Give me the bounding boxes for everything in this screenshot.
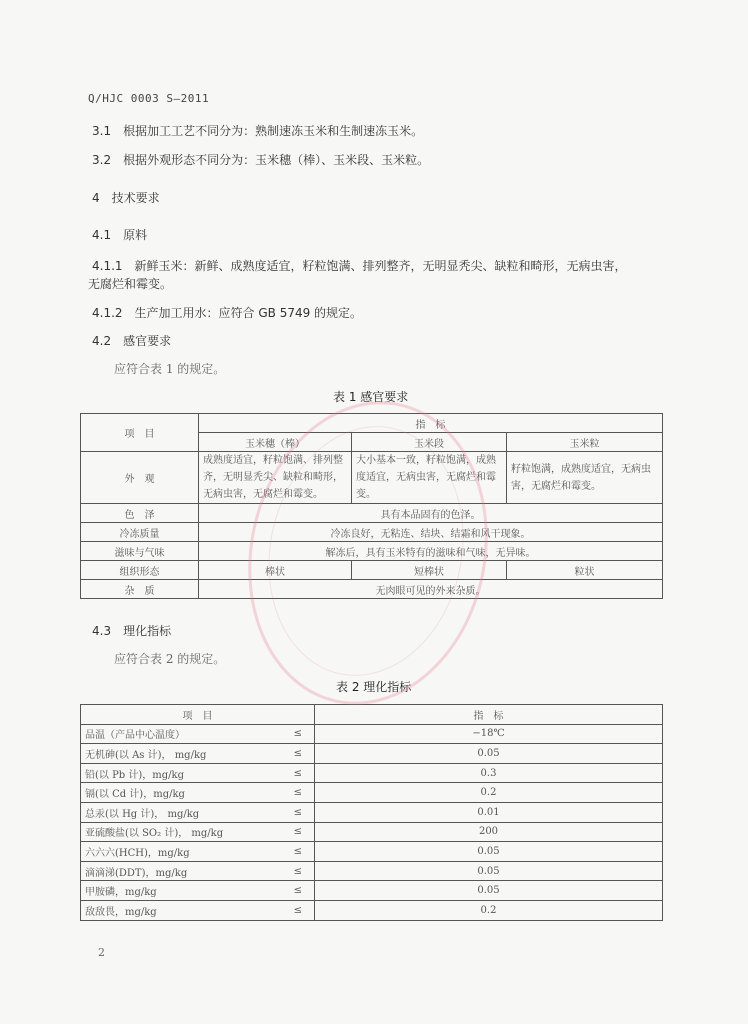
t1-texture-label: 组织形态	[81, 561, 199, 580]
physicochemical-table	[80, 704, 663, 921]
t1-frozen-label: 冷冻质量	[81, 523, 199, 542]
standard-code-header: Q/HJC 0003 S—2011	[88, 92, 210, 105]
t2-item-name: 品温（产品中心温度）	[81, 724, 273, 744]
t1-texture-cob: 棒状	[199, 561, 352, 580]
t1-taste-label: 滋味与气味	[81, 542, 199, 561]
t1-color-value: 具有本品固有的色泽。	[199, 504, 663, 523]
section-4-2-heading: 4.2 感官要求	[92, 334, 172, 348]
table-row	[81, 900, 663, 920]
t2-item-limit-symbol: ≤	[273, 763, 315, 783]
t2-item-limit-symbol: ≤	[273, 900, 315, 920]
table-row	[81, 822, 663, 842]
t1-subheader-kernel: 玉米粒	[507, 433, 663, 452]
table-row	[81, 744, 663, 764]
table-row	[81, 783, 663, 803]
t1-header-index: 指 标	[199, 414, 663, 433]
t2-item-limit-symbol: ≤	[273, 783, 315, 803]
t2-item-value: 0.05	[315, 744, 663, 764]
t1-texture-segment: 短棒状	[352, 561, 507, 580]
table-row	[81, 861, 663, 881]
t2-header-index: 指 标	[315, 705, 663, 725]
t2-item-value: 0.2	[315, 900, 663, 920]
t2-item-value: 0.3	[315, 763, 663, 783]
t1-texture-kernel: 粒状	[507, 561, 663, 580]
t2-item-value: 0.05	[315, 842, 663, 862]
t1-impurity-value: 无肉眼可见的外来杂质。	[199, 580, 663, 599]
clause-4-1-1-line2: 无腐烂和霉变。	[88, 277, 173, 291]
t2-body	[81, 724, 663, 920]
table-row	[81, 763, 663, 783]
table-row	[81, 842, 663, 862]
t2-item-name: 无机砷(以 As 计)， mg/kg	[81, 744, 273, 764]
t2-item-limit-symbol: ≤	[273, 881, 315, 901]
table1-reference-note: 应符合表 1 的规定。	[114, 362, 226, 376]
t1-impurity-label: 杂 质	[81, 580, 199, 599]
t2-item-limit-symbol: ≤	[273, 822, 315, 842]
t1-header-item: 项 目	[81, 414, 199, 452]
t2-header-item: 项 目	[81, 705, 315, 725]
table1-caption: 表 1 感官要求	[333, 390, 409, 404]
clause-4-1-1-line1: 4.1.1 新鲜玉米：新鲜、成熟度适宜，籽粒饱满、排列整齐，无明显秃尖、缺粒和畸形，无病虫害，	[92, 259, 627, 273]
t2-item-name: 镉(以 Cd 计)，mg/kg	[81, 783, 273, 803]
t1-frozen-value: 冷冻良好，无粘连、结块、结霜和风干现象。	[199, 523, 663, 542]
t2-item-value: −18℃	[315, 724, 663, 744]
t1-appearance-kernel: 籽粒饱满，成熟度适宜，无病虫害，无腐烂和霉变。	[507, 452, 663, 504]
t2-item-name: 六六六(HCH)，mg/kg	[81, 842, 273, 862]
t1-taste-value: 解冻后，具有玉米特有的滋味和气味，无异味。	[199, 542, 663, 561]
table-row	[81, 802, 663, 822]
table-row	[81, 724, 663, 744]
t1-appearance-cob: 成熟度适宜，籽粒饱满、排列整齐，无明显秃尖、缺粒和畸形，无病虫害，无腐烂和霉变。	[199, 452, 352, 504]
t2-item-value: 200	[315, 822, 663, 842]
t2-item-value: 0.2	[315, 783, 663, 803]
t2-item-name: 总汞(以 Hg 计)， mg/kg	[81, 802, 273, 822]
t2-item-value: 0.05	[315, 881, 663, 901]
t2-item-name: 滴滴涕(DDT)，mg/kg	[81, 861, 273, 881]
section-4-heading: 4 技术要求	[92, 191, 160, 205]
t2-item-limit-symbol: ≤	[273, 861, 315, 881]
clause-3-2: 3.2 根据外观形态不同分为：玉米穗（棒）、玉米段、玉米粒。	[92, 153, 430, 167]
section-4-3-heading: 4.3 理化指标	[92, 624, 172, 638]
table2-reference-note: 应符合表 2 的规定。	[114, 652, 226, 666]
table-row	[81, 881, 663, 901]
table2-caption: 表 2 理化指标	[336, 680, 412, 694]
t2-item-name: 亚硫酸盐(以 SO₂ 计)， mg/kg	[81, 822, 273, 842]
page-number: 2	[98, 946, 105, 959]
t2-item-value: 0.01	[315, 802, 663, 822]
t1-appearance-label: 外 观	[81, 452, 199, 504]
t2-item-limit-symbol: ≤	[273, 802, 315, 822]
t2-item-value: 0.05	[315, 861, 663, 881]
t2-item-name: 甲胺磷，mg/kg	[81, 881, 273, 901]
t2-item-name: 敌敌畏，mg/kg	[81, 900, 273, 920]
t1-subheader-segment: 玉米段	[352, 433, 507, 452]
t2-item-limit-symbol: ≤	[273, 744, 315, 764]
section-4-1-heading: 4.1 原料	[92, 228, 148, 242]
t1-color-label: 色 泽	[81, 504, 199, 523]
t2-item-limit-symbol: ≤	[273, 724, 315, 744]
clause-3-1: 3.1 根据加工工艺不同分为：熟制速冻玉米和生制速冻玉米。	[92, 124, 424, 138]
t1-subheader-cob: 玉米穗（棒）	[199, 433, 352, 452]
clause-4-1-2: 4.1.2 生产加工用水：应符合 GB 5749 的规定。	[92, 306, 363, 320]
sensory-requirements-table	[80, 413, 663, 599]
t1-appearance-segment: 大小基本一致，籽粒饱满，成熟度适宜，无病虫害，无腐烂和霉变。	[352, 452, 507, 504]
t2-item-name: 铅(以 Pb 计)，mg/kg	[81, 763, 273, 783]
t2-item-limit-symbol: ≤	[273, 842, 315, 862]
